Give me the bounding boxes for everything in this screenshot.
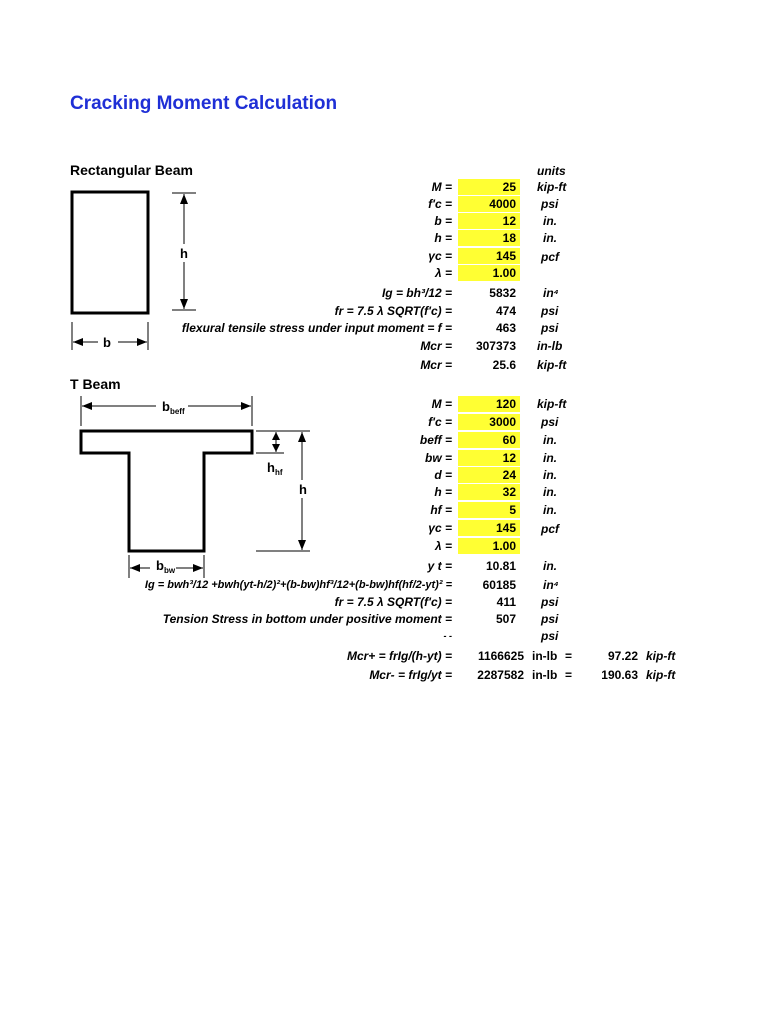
tbeam-input-value[interactable]: 32 xyxy=(458,484,520,500)
tbeam-computed-value: 507 xyxy=(495,612,516,626)
tbeam-unit: pcf xyxy=(541,522,559,536)
rect-unit: in-lb xyxy=(537,339,563,353)
rect-beam-heading: Rectangular Beam xyxy=(70,162,193,178)
rect-label: Mcr = xyxy=(420,339,452,353)
tbeam-unit: in. xyxy=(543,559,557,573)
tbeam-input-value[interactable]: 5 xyxy=(458,502,520,518)
rect-unit: psi xyxy=(541,197,559,211)
rect-label: λ = xyxy=(434,266,452,280)
bw-label: $b_{bw}$ xyxy=(156,558,176,575)
rect-label: flexural tensile stress under input moment = f = xyxy=(181,321,452,335)
tbeam-label: γc = xyxy=(428,521,452,535)
tbeam-label: h = xyxy=(434,485,452,499)
tbeam-computed-value: 10.81 xyxy=(485,559,516,573)
tbeam-label: bw = xyxy=(424,451,452,465)
rect-unit: pcf xyxy=(541,250,559,264)
tbeam-label: M = xyxy=(431,397,452,411)
tbeam-input-value[interactable]: 12 xyxy=(458,450,520,466)
tbeam-label: f'c = xyxy=(428,415,452,429)
tbeam-input-value[interactable]: 24 xyxy=(458,467,520,483)
tbeam-input-value[interactable]: 60 xyxy=(458,432,520,448)
mcr-neg-value-kipft: 190.63 xyxy=(601,668,638,682)
rect-label: Mcr = xyxy=(420,358,452,372)
mcr-pos-unit-kipft: kip-ft xyxy=(646,649,676,663)
tbeam-label: fr = 7.5 λ SQRT(f'c) = xyxy=(334,595,452,609)
rect-computed-value: 307373 xyxy=(475,339,516,353)
rect-computed-value: 463 xyxy=(495,321,516,335)
tbeam-unit: psi xyxy=(541,415,559,429)
rect-input-value[interactable]: 25 xyxy=(458,179,520,195)
mcr-pos-value-kipft: 97.22 xyxy=(607,649,638,663)
mcr-pos-equals: = xyxy=(565,649,573,663)
rect-label: fr = 7.5 λ SQRT(f'c) = xyxy=(334,304,452,318)
mcr-neg-label: Mcr- = frIg/yt = xyxy=(369,668,452,682)
mcr-pos-label: Mcr+ = frIg/(h-yt) = xyxy=(346,649,452,663)
mcr-pos-value: 1166625 xyxy=(477,649,524,663)
tbeam-unit: in⁴ xyxy=(543,578,559,592)
mcr-pos-unit: in-lb xyxy=(532,649,558,663)
tbeam-label: Ig = bwh³/12 +bwh(yt-h/2)²+(b-bw)hf³/12+(b-bw)hf(hf/2-yt)² = xyxy=(144,579,452,591)
tbeam-input-value[interactable]: 1.00 xyxy=(458,538,520,554)
b-label: b xyxy=(103,335,111,350)
page-title: Cracking Moment Calculation xyxy=(70,93,338,114)
tbeam-computed-value: 411 xyxy=(496,595,516,609)
h-label: h xyxy=(299,482,307,497)
tbeam-unit: psi xyxy=(541,612,559,626)
rect-label: b = xyxy=(434,214,452,228)
tbeam-unit: in. xyxy=(543,485,557,499)
rect-computed-value: 5832 xyxy=(489,286,516,300)
tbeam-computed-value xyxy=(458,628,520,644)
units-header: units xyxy=(537,164,566,178)
rect-unit: psi xyxy=(541,304,559,318)
rect-input-value[interactable]: 4000 xyxy=(458,196,520,212)
rect-label: h = xyxy=(434,231,452,245)
beff-arrow-left xyxy=(82,402,92,410)
rect-computed-value: 25.6 xyxy=(492,358,516,372)
rect-label: f'c = xyxy=(428,197,452,211)
rect-label: M = xyxy=(431,180,452,194)
tbeam-label: Tension Stress in bottom under positive moment = xyxy=(162,612,452,626)
tbeam-label: hf = xyxy=(430,503,452,517)
rect-unit: in. xyxy=(543,231,557,245)
tbeam-input-value[interactable]: 120 xyxy=(458,396,520,412)
hf-label: $h_{hf}$ xyxy=(267,460,283,477)
tbeam-computed-value: 60185 xyxy=(482,578,516,592)
rect-label: γc = xyxy=(428,249,452,263)
mcr-neg-unit-kipft: kip-ft xyxy=(646,668,676,682)
rect-unit: in. xyxy=(543,214,557,228)
tbeam-unit: in. xyxy=(543,468,557,482)
tbeam-label: - - xyxy=(443,631,452,641)
tbeam-unit: psi xyxy=(541,629,559,643)
rect-input-value[interactable]: 12 xyxy=(458,213,520,229)
tbeam-input-value[interactable]: 145 xyxy=(458,520,520,536)
rect-input-value[interactable]: 18 xyxy=(458,230,520,246)
tbeam-unit: psi xyxy=(541,595,559,609)
rect-unit: in⁴ xyxy=(543,286,559,300)
tbeam-unit: in. xyxy=(543,503,557,517)
tbeam-unit: kip-ft xyxy=(537,397,567,411)
h-label: h xyxy=(180,246,188,261)
tbeam-label: d = xyxy=(434,468,452,482)
t-beam-heading: T Beam xyxy=(70,376,121,392)
rect-computed-value: 474 xyxy=(495,304,516,318)
rect-label: Ig = bh³/12 = xyxy=(381,286,452,300)
tbeam-unit: in. xyxy=(543,433,557,447)
mcr-neg-value: 2287582 xyxy=(477,668,524,682)
beff-label: $b_{beff}$ xyxy=(162,399,185,416)
tbeam-label: beff = xyxy=(419,433,452,447)
rect-unit: kip-ft xyxy=(537,180,567,194)
rect-input-value[interactable]: 1.00 xyxy=(458,265,520,281)
rect-unit: kip-ft xyxy=(537,358,567,372)
tbeam-input-value[interactable]: 3000 xyxy=(458,414,520,430)
b-arrow-left xyxy=(73,338,83,346)
tbeam-label: y t = xyxy=(427,559,452,573)
tbeam-unit: in. xyxy=(543,451,557,465)
mcr-neg-unit: in-lb xyxy=(532,668,558,682)
rect-input-value[interactable]: 145 xyxy=(458,248,520,264)
rect-unit: psi xyxy=(541,321,559,335)
mcr-neg-equals: = xyxy=(565,668,573,682)
tbeam-label: λ = xyxy=(434,539,452,553)
